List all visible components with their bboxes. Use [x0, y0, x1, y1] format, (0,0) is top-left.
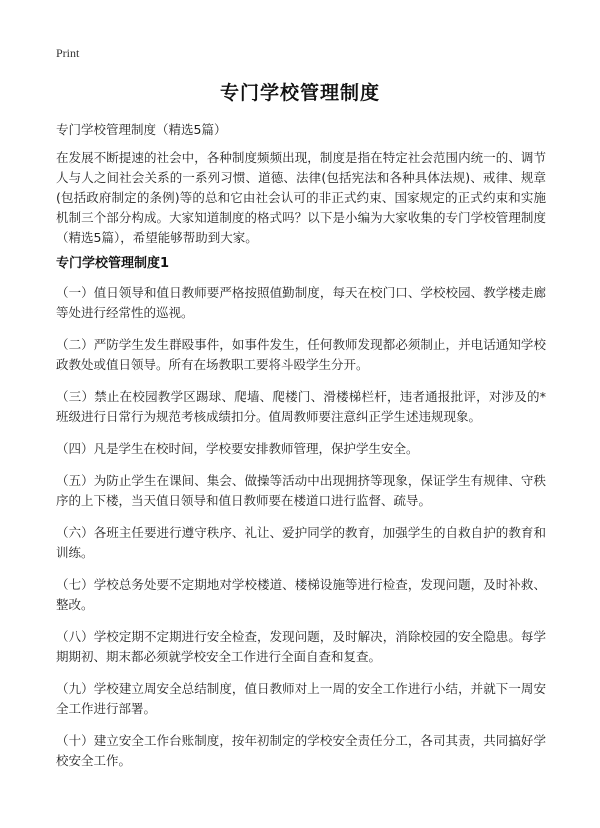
rule-item: （三）禁止在校园教学区踢球、爬墙、爬楼门、滑楼梯栏杆，违者通报批评，对涉及的*班级进行日常行为规范考核成绩扣分。值周教师要注意纠正学生述违规现象。 [56, 389, 546, 424]
rule-item: （一）值日领导和值日教师要严格按照值勤制度，每天在校门口、学校校园、教学楼走廊等处进行经常性的巡视。 [56, 285, 546, 320]
rule-item: （五）为防止学生在课间、集会、做操等活动中出现拥挤等现象，保证学生有规律、守秩序的上下楼，当天值日领导和值日教师要在楼道口进行监督、疏导。 [56, 473, 546, 508]
rule-item: （七）学校总务处要不定期地对学校楼道、楼梯设施等进行检查，发现问题，及时补救、整改。 [56, 577, 546, 612]
rule-item: （八）学校定期不定期进行安全检查，发现问题，及时解决，消除校园的安全隐患。每学期期初、期末都必须就学校安全工作进行全面自查和复查。 [56, 629, 546, 664]
rule-item: （九）学校建立周安全总结制度，值日教师对上一周的安全工作进行小结，并就下一周安全工作进行部署。 [56, 681, 546, 716]
rule-item: （十）建立安全工作台账制度，按年初制定的学校安全责任分工，各司其责，共同搞好学校安全工作。 [56, 733, 546, 768]
section-heading: 专门学校管理制度1 [56, 256, 170, 271]
rule-item: （六）各班主任要进行遵守秩序、礼让、爱护同学的教育，加强学生的自救自护的教育和训练。 [56, 525, 546, 560]
rule-item: （四）凡是学生在校时间，学校要安排教师管理，保护学生安全。 [56, 441, 419, 456]
rules-list [56, 283, 546, 783]
intro-paragraph: 在发展不断提速的社会中，各种制度频频出现，制度是指在特定社会范围内统一的、调节人与人之间社会关系的一系列习惯、道德、法律(包括宪法和各种具体法规)、戒律、规章(包括政府制定的条例)等的总和它由社会认可的非正式约束、国家规定的正式约束和实施机制三个部分构成。大家知道制度的格式吗？以下是小编为大家收集的专门学校管理制度（精选5篇），希望能够帮助到大家。 [56, 150, 546, 245]
print-link[interactable]: Print [56, 46, 80, 60]
rule-item: （二）严防学生发生群殴事件，如事件发生，任何教师发现都必须制止，并电话通知学校政教处或值日领导。所有在场教职工要将斗殴学生分开。 [56, 337, 546, 372]
page-title: 专门学校管理制度 [219, 82, 380, 104]
document-subtitle: 专门学校管理制度（精选5篇） [56, 122, 227, 137]
